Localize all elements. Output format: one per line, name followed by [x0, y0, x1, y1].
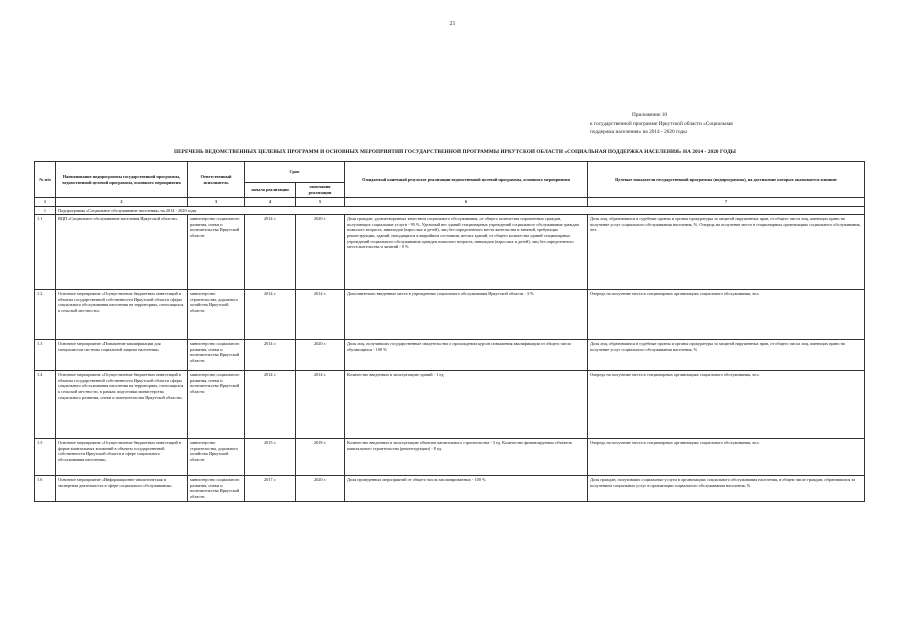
- table-row: [35, 476, 865, 501]
- column-number: 6: [345, 198, 588, 207]
- row-num: 1.3: [35, 340, 56, 371]
- measures-table: [34, 161, 865, 502]
- row-num: 1.6: [35, 476, 56, 501]
- subprogram-title: Подпрограмма «Социальное обслуживание населения» на 2014 - 2020 годы: [56, 206, 865, 215]
- column-number: 2: [56, 198, 188, 207]
- column-number: 3: [188, 198, 245, 207]
- row-end: 2020 г.: [296, 476, 345, 501]
- row-result: Количество введенных в эксплуатацию зданий - 1 ед.: [345, 371, 588, 439]
- column-number: 7: [588, 198, 865, 207]
- row-start: 2014 г.: [245, 371, 296, 439]
- row-num: 1.5: [35, 439, 56, 476]
- header-name: Наименование подпрограммы государственной программы, ведомственной целевой программы, основного мероприятия: [56, 162, 188, 198]
- appendix-line-3: поддержка населения» на 2014 - 2020 годы: [590, 129, 687, 135]
- row-start: 2014 г.: [245, 215, 296, 290]
- column-number-row: [35, 198, 865, 207]
- row-end: 2020 г.: [296, 340, 345, 371]
- table-row: [35, 290, 865, 340]
- row-result: Доля проведенных мероприятий от общего числа запланированных - 100 %: [345, 476, 588, 501]
- subprogram-row: [35, 206, 865, 215]
- row-indicators: Очередь на получение места в стационарных организациях социального обслуживания, чел.: [588, 371, 865, 439]
- appendix-line-2: к государственной программе Иркутской области «Социальная: [590, 120, 733, 127]
- row-start: 2015 г.: [245, 439, 296, 476]
- row-name: Основное мероприятие «Повышение квалификации для специалистов системы социальной защиты населения»: [56, 340, 188, 371]
- row-indicators: Очередь на получение места в стационарных организациях социального обслуживания, чел.: [588, 439, 865, 476]
- row-num: 1.1: [35, 215, 56, 290]
- row-indicators: Доля граждан, получивших социальные услуги в организациях социального обслуживания населения, в общем числе граждан, обратившихся за получением социальных услуг в организации социального обслуживания населения, %: [588, 476, 865, 501]
- row-start: 2014 г.: [245, 290, 296, 340]
- row-indicators: Доля лиц, обратившихся в судебные органы и органы прокуратуры за защитой нарушенных прав, от общего числа лиц, имеющих право на получение услуг социального обслуживания населения, %: [588, 340, 865, 371]
- row-name: Основное мероприятие «Осуществление бюджетных инвестиций в форме капитальных вложений в объекты государственной собственности Иркутской области в сфере социального обслуживания населения»: [56, 439, 188, 476]
- appendix-line-1: Приложение 10: [632, 112, 668, 118]
- table-row: [35, 340, 865, 371]
- row-indicators: Доля лиц, обратившихся в судебные органы и органы прокуратуры за защитой нарушенных прав, от общего числа лиц, имеющих право на получение услуг социального обслуживания населения, %. Очередь на получение места в стационарных организациях социального обслуживания, чел.: [588, 215, 865, 290]
- row-result: Доля граждан, удовлетворенных качеством социального обслуживания, от общего количества опрошенных граждан, получающих социальные услуги - 95 %. Удельный вес зданий стационарных учреждений социального обслуживания граждан пожилого возраста, инвалидов (взрослых и детей), лиц без определенного места жительства и занятий, требующих реконструкции, зданий, находящихся в аварийном состоянии, ветхих зданий, от общего количества зданий стационарных учреждений социального обслуживания граждан пожилого возраста, инвалидов (взрослых и детей), лиц без определенного места жительства и занятий - 0 %: [345, 215, 588, 290]
- header-end: окончания реализации: [296, 183, 345, 198]
- header-result: Ожидаемый конечный результат реализации ведомственной целевой программы, основного мероприятия: [345, 162, 588, 198]
- header-start: начала реализации: [245, 183, 296, 198]
- document-title: ПЕРЕЧЕНЬ ВЕДОМСТВЕННЫХ ЦЕЛЕВЫХ ПРОГРАММ И ОСНОВНЫХ МЕРОПРИЯТИЙ ГОСУДАРСТВЕННОЙ ПРОГРАММЫ ИРКУТСКОЙ ОБЛАСТИ «СОЦИАЛЬНАЯ ПОДДЕРЖКА НАСЕЛЕНИЯ» НА 2014 - 2020 ГОДЫ: [174, 149, 736, 155]
- header-indicators: Целевые показатели государственной программы (подпрограммы), на достижение которых оказывается влияние: [588, 162, 865, 198]
- table-row: [35, 371, 865, 439]
- row-executor: министерство строительства, дорожного хозяйства Иркутской области: [188, 439, 245, 476]
- header-term: Срок: [245, 162, 345, 183]
- table-row: [35, 215, 865, 290]
- row-num: 1.4: [35, 371, 56, 439]
- row-name: Основное мероприятие «Информационно-аналитическая и экспертная деятельность в сфере социального обслуживания»: [56, 476, 188, 501]
- subprogram-num: 1: [35, 206, 56, 215]
- header-num: № п/п: [35, 162, 56, 198]
- row-executor: министерство строительства, дорожного хозяйства Иркутской области: [188, 290, 245, 340]
- table-row: [35, 439, 865, 476]
- row-executor: министерство социального развития, опеки и попечительства Иркутской области: [188, 340, 245, 371]
- row-end: 2018 г.: [296, 439, 345, 476]
- row-end: 2014 г.: [296, 371, 345, 439]
- row-indicators: Очередь на получение места в стационарных организациях социального обслуживания, чел.: [588, 290, 865, 340]
- column-number: 4: [245, 198, 296, 207]
- row-result: Количество введенных в эксплуатацию объектов капитального строительства - 3 ед. Количество финансируемых объектов капитального строительства (реконструкции) - 8 ед.: [345, 439, 588, 476]
- row-start: 2014 г.: [245, 340, 296, 371]
- appendix-note: [590, 111, 850, 137]
- page-number: 21: [449, 21, 456, 27]
- row-result: Доля лиц, получивших государственные свидетельства о прохождении курсов повышения квалификации от общего числа обучающихся - 100 %: [345, 340, 588, 371]
- row-name: ВЦП «Социальное обслуживание населения Иркутской области»: [56, 215, 188, 290]
- column-number: 1: [35, 198, 56, 207]
- header-executor: Ответственный исполнитель: [188, 162, 245, 198]
- row-name: Основное мероприятие «Осуществление бюджетных инвестиций в объекты государственной собственности Иркутской области сферы социального обслуживания населения на территориях, относящихся к сельской местности, в рамках подготовки министерства социального развития, опеки и попечительства Иркутской области»: [56, 371, 188, 439]
- row-start: 2017 г.: [245, 476, 296, 501]
- column-number: 5: [296, 198, 345, 207]
- row-name: Основное мероприятие «Осуществление бюджетных инвестиций в объекты государственной собственности Иркутской области сферы социального обслуживания населения на территориях, относящихся к сельской местности»: [56, 290, 188, 340]
- row-end: 2014 г.: [296, 290, 345, 340]
- row-executor: министерство социального развития, опеки и попечительства Иркутской области: [188, 371, 245, 439]
- row-executor: министерство социального развития, опеки и попечительства Иркутской области: [188, 215, 245, 290]
- row-num: 1.2: [35, 290, 56, 340]
- row-executor: министерство социального развития, опеки и попечительства Иркутской области: [188, 476, 245, 501]
- row-end: 2020 г.: [296, 215, 345, 290]
- row-result: Дополнительно введенные места в учреждениях социального обслуживания Иркутской области - 3 %: [345, 290, 588, 340]
